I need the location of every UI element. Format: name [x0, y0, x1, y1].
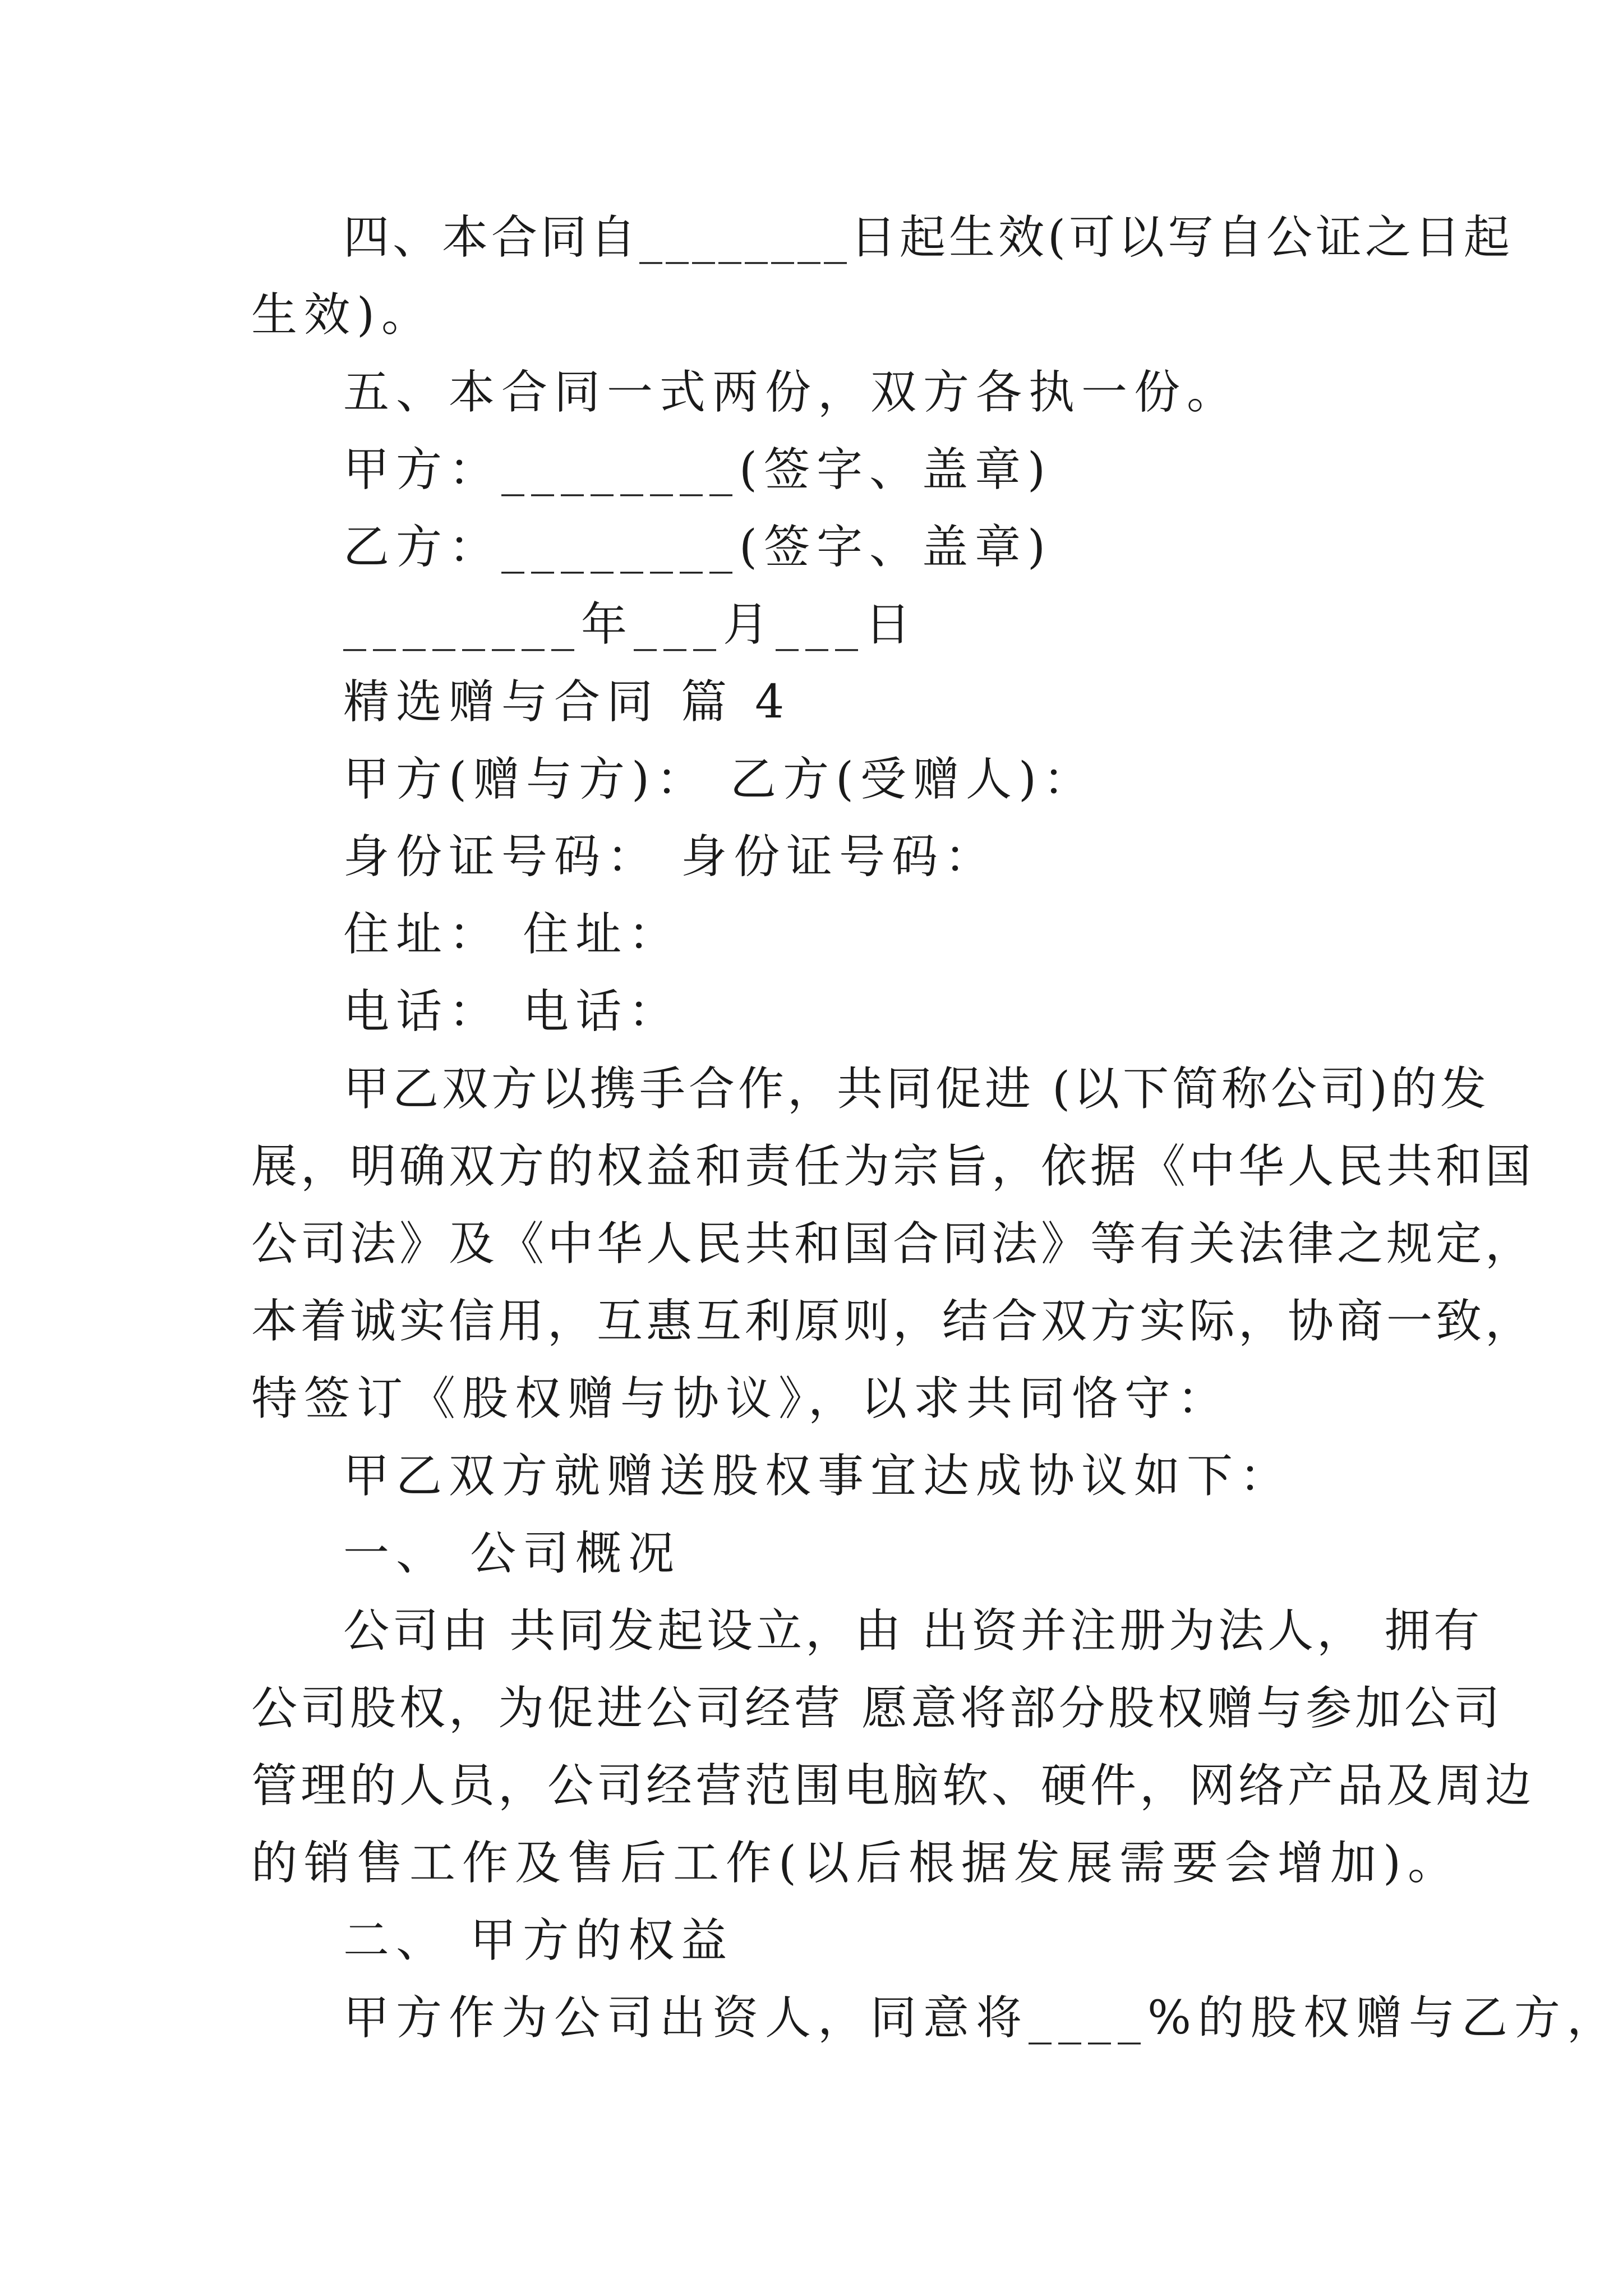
article-2-paragraph-line: 甲方作为公司出资人，同意将____%的股权赠与乙方， [343, 1991, 1620, 2045]
address-line: 住址： 住址： [343, 908, 681, 961]
article-1-paragraph-line: 公司股权，为促进公司经营 愿意将部分股权赠与参加公司 [251, 1682, 1504, 1735]
phone-line: 电话： 电话： [343, 985, 681, 1038]
preamble-paragraph-line: 特签订《股权赠与协议》，以求共同恪守： [251, 1372, 1230, 1425]
parties-line: 甲方(赠与方)： 乙方(受赠人)： [343, 753, 1096, 806]
preamble-paragraph-line: 本着诚实信用，互惠互利原则，结合双方实际，协商一致， [251, 1295, 1535, 1348]
clause-4-continuation: 生效)。 [251, 288, 434, 342]
document-body [251, 199, 1620, 2057]
article-1-paragraph-line: 管理的人员，公司经营范围电脑软、硬件，网络产品及周边 [251, 1759, 1535, 1812]
party-a-signature-line: 甲方：________(签字、盖章) [343, 443, 1052, 496]
preamble-paragraph-line: 甲乙双方以携手合作，共同促进 (以下简称公司)的发 [343, 1062, 1490, 1116]
article-1-paragraph-line: 公司由 共同发起设立，由 出资并注册为法人， 拥有 [343, 1604, 1483, 1658]
party-b-signature-line: 乙方：________(签字、盖章) [343, 521, 1052, 574]
agreement-intro: 甲乙双方就赠送股权事宜达成协议如下： [343, 1450, 1293, 1503]
date-line: ________年___月___日 [343, 598, 917, 651]
article-1-paragraph-line: 的销售工作及售后工作(以后根据发展需要会增加)。 [251, 1837, 1460, 1890]
clause-4-effective-date: 四、本合同自________日起生效(可以写自公证之日起 [343, 211, 1513, 264]
id-number-line: 身份证号码： 身份证号码： [343, 830, 998, 884]
preamble-paragraph-line: 公司法》及《中华人民共和国合同法》等有关法律之规定， [251, 1217, 1535, 1271]
article-1-heading: 一、 公司概况 [343, 1527, 681, 1580]
section-heading: 精选赠与合同 篇 4 [343, 675, 791, 729]
clause-5-copies: 五、本合同一式两份，双方各执一份。 [343, 366, 1240, 419]
article-2-heading: 二、 甲方的权益 [343, 1914, 734, 1967]
preamble-paragraph-line: 展，明确双方的权益和责任为宗旨，依据《中华人民共和国 [251, 1140, 1535, 1193]
